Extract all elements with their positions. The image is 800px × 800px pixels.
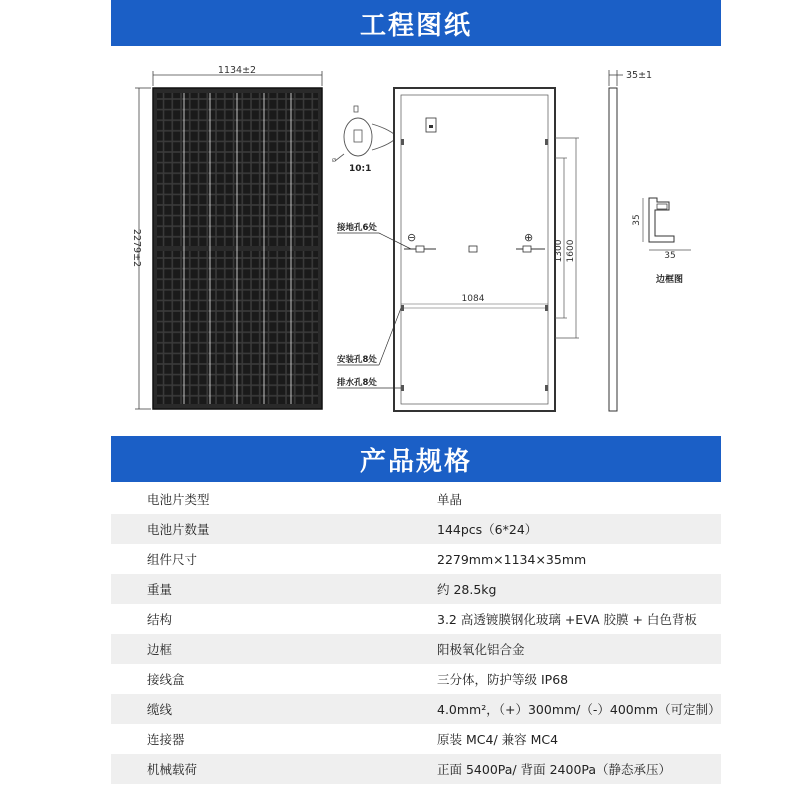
spec-value: 原装 MC4/ 兼容 MC4: [437, 732, 559, 747]
dim-1600: 1600: [566, 239, 576, 263]
detail-view: [332, 106, 394, 174]
mounting-holes-label: 安装孔8处: [337, 355, 377, 365]
spec-row: [111, 514, 721, 544]
spec-key: 结构: [147, 612, 173, 627]
frame-height-dim: 35: [632, 214, 642, 226]
spec-value: 2279mm×1134×35mm: [437, 551, 587, 567]
back-view: [336, 88, 579, 411]
front-view: [131, 65, 322, 409]
spec-row: [111, 754, 721, 784]
width-dimension: 1134±2: [217, 65, 257, 76]
spec-row: [111, 484, 721, 514]
spec-row: [111, 694, 721, 724]
spec-key: 接线盒: [147, 672, 185, 687]
side-view: [609, 70, 652, 411]
drain-holes-label: 排水孔8处: [337, 378, 377, 388]
svg-text:Ø: Ø: [332, 158, 336, 164]
spec-value: 阳极氧化铝合金: [437, 642, 525, 657]
spec-value: 约 28.5kg: [437, 582, 497, 597]
spec-key: 组件尺寸: [147, 552, 198, 567]
spec-row: [111, 724, 721, 754]
spec-key: 连接器: [147, 732, 185, 747]
spec-row: [111, 604, 721, 634]
spec-key: 电池片数量: [147, 522, 210, 537]
spec-value: 正面 5400Pa/ 背面 2400Pa（静态承压）: [437, 762, 672, 777]
frame-section: [632, 198, 691, 285]
spec-section-title: 产品规格: [111, 436, 721, 482]
spec-key: 电池片类型: [147, 492, 210, 507]
spec-value: 三分体，防护等级 IP68: [437, 672, 569, 687]
engineering-drawing: [111, 46, 721, 436]
height-dimension: 2279±2: [131, 228, 142, 268]
spec-key: 重量: [147, 582, 173, 597]
spec-row: [111, 574, 721, 604]
spec-row: [111, 634, 721, 664]
spec-value: 4.0mm²，（+）300mm/（-）400mm（可定制）: [437, 702, 721, 717]
spec-value: 单晶: [437, 492, 463, 507]
frame-width-dim: 35: [664, 251, 676, 261]
drawing-section-title: 工程图纸: [111, 0, 721, 46]
spec-value: 144pcs（6*24）: [437, 522, 538, 537]
dim-1300: 1300: [554, 239, 564, 263]
spec-key: 机械载荷: [147, 762, 198, 777]
scale-label: 10:1: [349, 164, 372, 174]
minus-symbol: ⊖: [407, 231, 417, 244]
spec-value: 3.2 高透镀膜钢化玻璃 +EVA 胶膜 + 白色背板: [437, 612, 697, 627]
spec-row: [111, 544, 721, 574]
spec-key: 边框: [147, 642, 173, 657]
dim-1084: 1084: [461, 294, 485, 304]
grounding-holes-label: 接地孔6处: [337, 223, 377, 233]
spec-table: [111, 484, 721, 784]
frame-caption: 边框图: [656, 275, 684, 285]
plus-symbol: ⊕: [524, 231, 534, 244]
spec-key: 缆线: [147, 702, 173, 717]
spec-row: [111, 664, 721, 694]
thickness-dimension: 35±1: [626, 70, 653, 81]
